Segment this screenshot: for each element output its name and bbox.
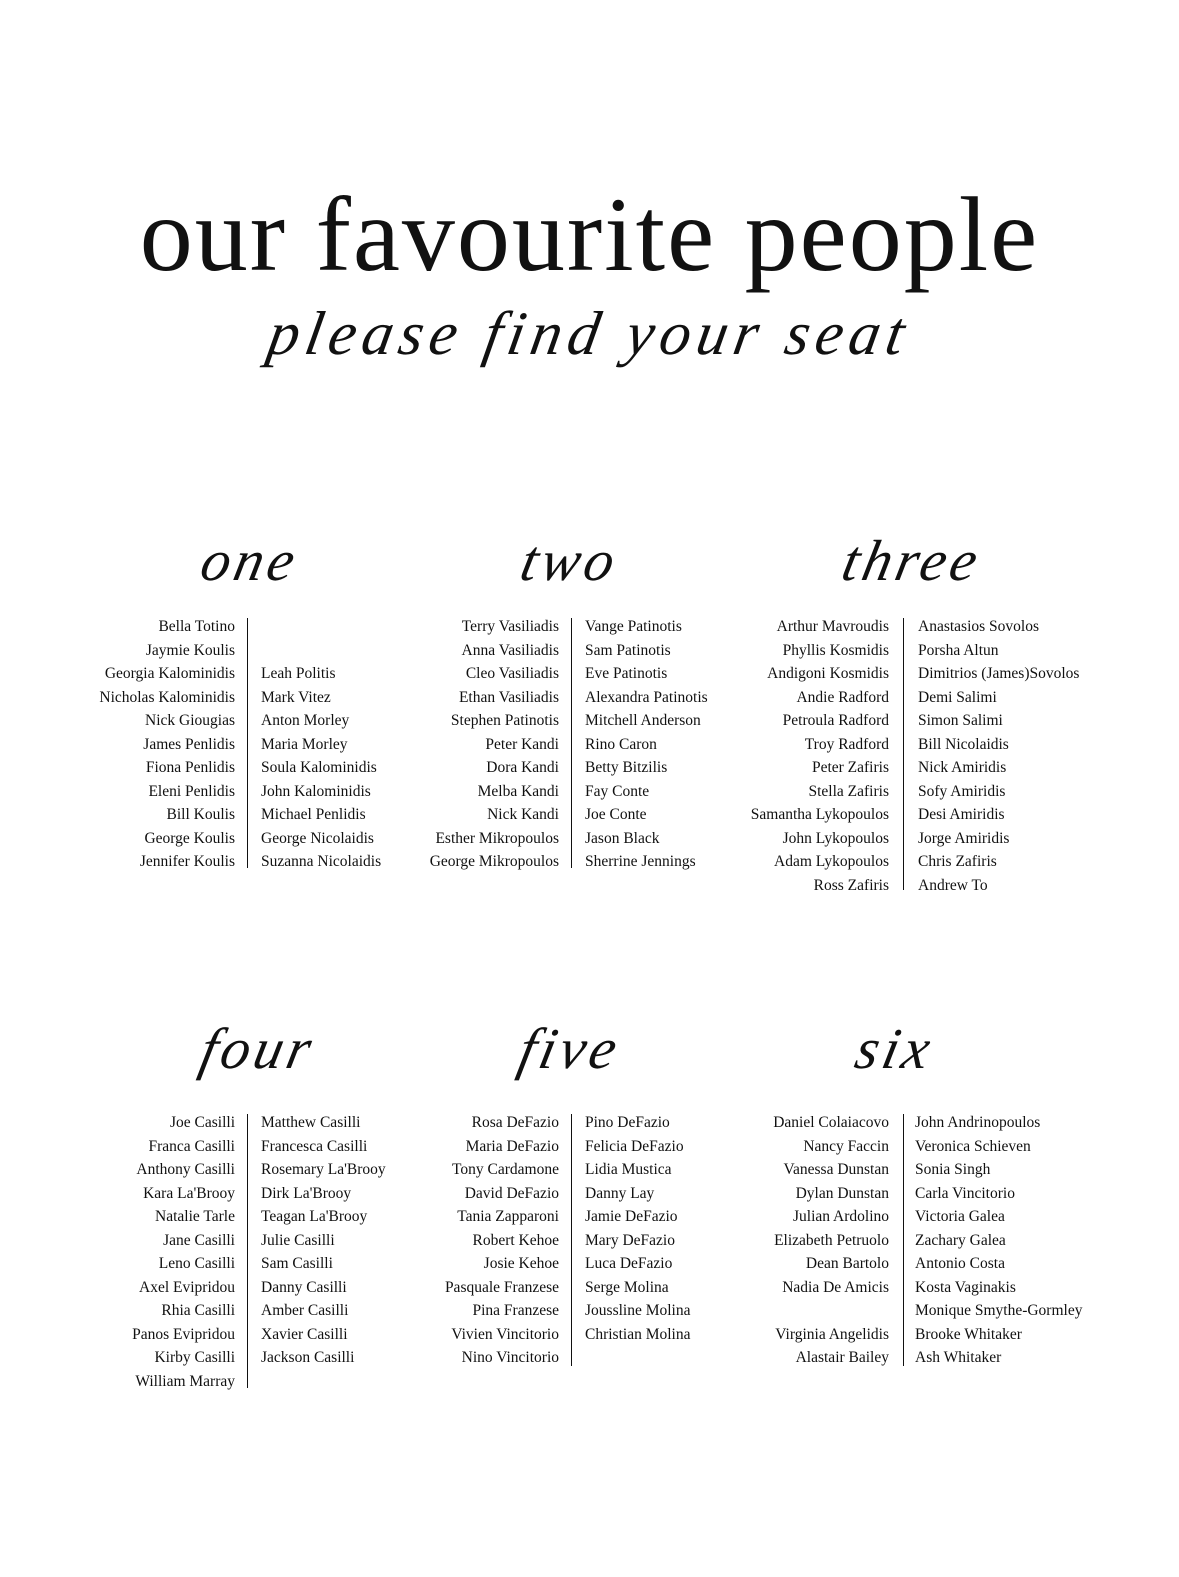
guest-name: Francesca Casilli [261, 1137, 368, 1155]
guest-name: Jason Black [585, 829, 660, 847]
guest-name: Joe Conte [585, 806, 647, 823]
guest-name: Fay Conte [585, 782, 650, 800]
guest-name: Terry Vasiliadis [461, 618, 559, 635]
guest-name: Melba Kandi [477, 782, 559, 800]
guest-name: John Lykopoulos [782, 829, 889, 847]
guest-name: Daniel Colaiacovo [773, 1114, 889, 1131]
guest-name: Demi Salimi [918, 688, 997, 706]
guest-name: Sam Patinotis [585, 641, 671, 659]
guest-name: Eve Patinotis [585, 665, 668, 682]
table-one-left-column [99, 615, 235, 874]
guest-name: Luca DeFazio [585, 1255, 673, 1272]
table-label-four: four [194, 1016, 322, 1081]
guest-name: Leno Casilli [158, 1255, 235, 1272]
guest-name: Brooke Whitaker [915, 1325, 1022, 1343]
table-label-three: three [836, 528, 988, 593]
guest-name: Panos Evipridou [132, 1325, 235, 1343]
guest-name: John Andrinopoulos [915, 1114, 1041, 1131]
guest-name: Anton Morley [261, 712, 350, 729]
guest-name: Carla Vincitorio [915, 1184, 1015, 1202]
guest-name: Jane Casilli [163, 1231, 235, 1249]
page-title: our favourite people [139, 176, 1040, 293]
guest-name: Arthur Mavroudis [776, 618, 889, 635]
table-two-left-column [430, 615, 559, 874]
guest-name: Ross Zafiris [813, 876, 889, 894]
guest-name: Tony Cardamone [452, 1161, 559, 1178]
guest-name: Rino Caron [585, 735, 657, 753]
guest-name: Jennifer Koulis [139, 853, 235, 870]
guest-name: John Kalominidis [261, 782, 371, 800]
guest-name: Teagan La'Brooy [261, 1208, 368, 1225]
guest-name: Rosemary La'Brooy [261, 1161, 386, 1178]
guest-name: Danny Casilli [261, 1278, 347, 1296]
guest-name: Andigoni Kosmidis [767, 665, 889, 682]
table-five-right-column [585, 1111, 691, 1346]
guest-name: George Nicolaidis [261, 829, 374, 847]
guest-name: Nancy Faccin [803, 1137, 889, 1155]
table-five-left-column [445, 1111, 559, 1370]
guest-name: Dora Kandi [486, 759, 559, 776]
guest-name [261, 615, 381, 639]
guest-name: Robert Kehoe [472, 1231, 559, 1249]
guest-name: Ethan Vasiliadis [458, 688, 559, 706]
table-one-divider [247, 618, 248, 868]
guest-name: Matthew Casilli [261, 1114, 361, 1131]
guest-name: Pina Franzese [472, 1302, 559, 1319]
guest-name: Porsha Altun [918, 641, 999, 659]
guest-name: Esther Mikropoulos [435, 829, 559, 847]
guest-name: Julie Casilli [261, 1231, 335, 1249]
guest-name: Virginia Angelidis [775, 1325, 889, 1343]
guest-name: Amber Casilli [261, 1302, 349, 1319]
guest-name: Samantha Lykopoulos [750, 806, 889, 823]
guest-name: Eleni Penlidis [148, 782, 235, 800]
guest-name: Kosta Vaginakis [915, 1278, 1016, 1296]
guest-name: Georgia Kalominidis [104, 665, 235, 682]
guest-name: Xavier Casilli [261, 1325, 348, 1343]
table-one-right-column [261, 615, 381, 874]
guest-name: Nick Giougias [145, 712, 235, 729]
guest-name: Rosa DeFazio [471, 1114, 559, 1131]
guest-name: Betty Bitzilis [585, 759, 668, 776]
guest-name [261, 639, 381, 663]
guest-name: Fiona Penlidis [145, 759, 235, 776]
table-label-two: two [515, 528, 625, 593]
table-three-left-column [751, 615, 889, 897]
guest-name: Rhia Casilli [161, 1302, 235, 1319]
guest-name: Desi Amiridis [918, 806, 1005, 823]
guest-name: Bella Totino [158, 618, 235, 635]
guest-name: George Mikropoulos [429, 853, 559, 870]
guest-name: Alastair Bailey [795, 1349, 889, 1366]
page-subtitle: please find your seat [263, 300, 916, 368]
guest-name: Anna Vasiliadis [461, 641, 559, 659]
guest-name: Veronica Schieven [915, 1137, 1031, 1155]
table-three-divider [903, 618, 904, 890]
guest-name: Axel Evipridou [139, 1278, 235, 1296]
guest-name: Victoria Galea [915, 1208, 1005, 1225]
guest-name: Pasquale Franzese [444, 1278, 559, 1296]
guest-name: Petroula Radford [782, 712, 889, 729]
guest-name: Maria Morley [261, 735, 348, 753]
guest-name: Stella Zafiris [808, 782, 889, 800]
table-label-six: six [849, 1016, 941, 1081]
guest-name [773, 1299, 889, 1323]
guest-name: James Penlidis [143, 735, 235, 753]
guest-name: Alexandra Patinotis [585, 688, 708, 706]
table-label-five: five [513, 1016, 627, 1081]
guest-name: Simon Salimi [918, 712, 1003, 729]
guest-name: Phyllis Kosmidis [782, 641, 889, 659]
table-two-divider [571, 618, 572, 868]
guest-name: Nino Vincitorio [461, 1349, 559, 1366]
guest-name: Andie Radford [796, 688, 889, 706]
guest-name: Anastasios Sovolos [918, 618, 1039, 635]
table-four-right-column [261, 1111, 386, 1370]
guest-name: Sonia Singh [915, 1161, 991, 1178]
guest-name: David DeFazio [464, 1184, 559, 1202]
guest-name: Soula Kalominidis [261, 759, 377, 776]
table-six-right-column [915, 1111, 1082, 1370]
table-label-one: one [195, 528, 305, 593]
guest-name: Dean Bartolo [805, 1255, 889, 1272]
guest-name: Pino DeFazio [585, 1114, 670, 1131]
guest-name: Cleo Vasiliadis [465, 665, 559, 682]
guest-name: Peter Kandi [485, 735, 559, 753]
guest-name: Jorge Amiridis [918, 829, 1010, 847]
guest-name: Felicia DeFazio [585, 1137, 684, 1155]
guest-name: Natalie Tarle [155, 1208, 235, 1225]
guest-name: Nick Amiridis [918, 759, 1007, 776]
guest-name: Joe Casilli [169, 1114, 235, 1131]
guest-name: Troy Radford [804, 735, 889, 753]
guest-name: Vange Patinotis [585, 618, 682, 635]
guest-name: Mary DeFazio [585, 1231, 675, 1249]
guest-name: Julian Ardolino [792, 1208, 889, 1225]
guest-name: Lidia Mustica [585, 1161, 672, 1178]
guest-name: Stephen Patinotis [450, 712, 559, 729]
table-three-right-column [918, 615, 1079, 897]
guest-name: Michael Penlidis [261, 806, 366, 823]
guest-name: Serge Molina [585, 1278, 669, 1296]
guest-name: Suzanna Nicolaidis [261, 853, 382, 870]
guest-name: Jackson Casilli [261, 1349, 355, 1366]
guest-name: Ash Whitaker [915, 1349, 1002, 1366]
guest-name: Tania Zapparoni [457, 1208, 559, 1225]
table-six-left-column [773, 1111, 889, 1370]
guest-name: Leah Politis [261, 665, 336, 682]
guest-name: Mark Vitez [261, 688, 331, 706]
guest-name: Bill Koulis [166, 806, 235, 823]
guest-name: Dirk La'Brooy [261, 1184, 352, 1202]
guest-name: Adam Lykopoulos [774, 853, 889, 870]
guest-name: Zachary Galea [915, 1231, 1006, 1249]
table-six-divider [903, 1114, 904, 1366]
guest-name: Christian Molina [585, 1325, 691, 1343]
guest-name: Dimitrios (James)Sovolos [918, 665, 1080, 682]
table-five-divider [571, 1114, 572, 1366]
guest-name: George Koulis [144, 829, 235, 847]
guest-name: Nadia De Amicis [782, 1278, 889, 1296]
guest-name: Vanessa Dunstan [783, 1161, 889, 1178]
guest-name: Elizabeth Petruolo [774, 1231, 889, 1249]
guest-name: Antonio Costa [915, 1255, 1005, 1272]
guest-name: Jaymie Koulis [145, 641, 235, 659]
guest-name: Dylan Dunstan [795, 1184, 889, 1202]
guest-name: Nick Kandi [487, 806, 559, 823]
guest-name: Mitchell Anderson [585, 712, 701, 729]
table-four-divider [247, 1114, 248, 1388]
guest-name: Sam Casilli [261, 1255, 333, 1272]
guest-name: Anthony Casilli [136, 1161, 235, 1178]
table-four-left-column [132, 1111, 235, 1393]
guest-name: Joussline Molina [585, 1302, 691, 1319]
guest-name: Sofy Amiridis [918, 782, 1006, 800]
guest-name: Sherrine Jennings [585, 853, 696, 870]
guest-name: Monique Smythe-Gormley [915, 1302, 1083, 1319]
guest-name: Kirby Casilli [154, 1349, 235, 1366]
guest-name: Danny Lay [585, 1184, 655, 1202]
table-two-right-column [585, 615, 708, 874]
guest-name: Bill Nicolaidis [918, 735, 1009, 753]
guest-name: Maria DeFazio [465, 1137, 559, 1155]
guest-name: Peter Zafiris [811, 759, 889, 776]
guest-name: Kara La'Brooy [143, 1184, 235, 1202]
guest-name: Jamie DeFazio [585, 1208, 678, 1225]
guest-name: Chris Zafiris [918, 853, 997, 870]
guest-name: Josie Kehoe [483, 1255, 559, 1272]
guest-name: Nicholas Kalominidis [99, 688, 235, 706]
guest-name: Andrew To [918, 876, 988, 894]
guest-name: William Marray [135, 1372, 235, 1390]
guest-name: Vivien Vincitorio [451, 1325, 559, 1343]
guest-name: Franca Casilli [148, 1137, 235, 1155]
